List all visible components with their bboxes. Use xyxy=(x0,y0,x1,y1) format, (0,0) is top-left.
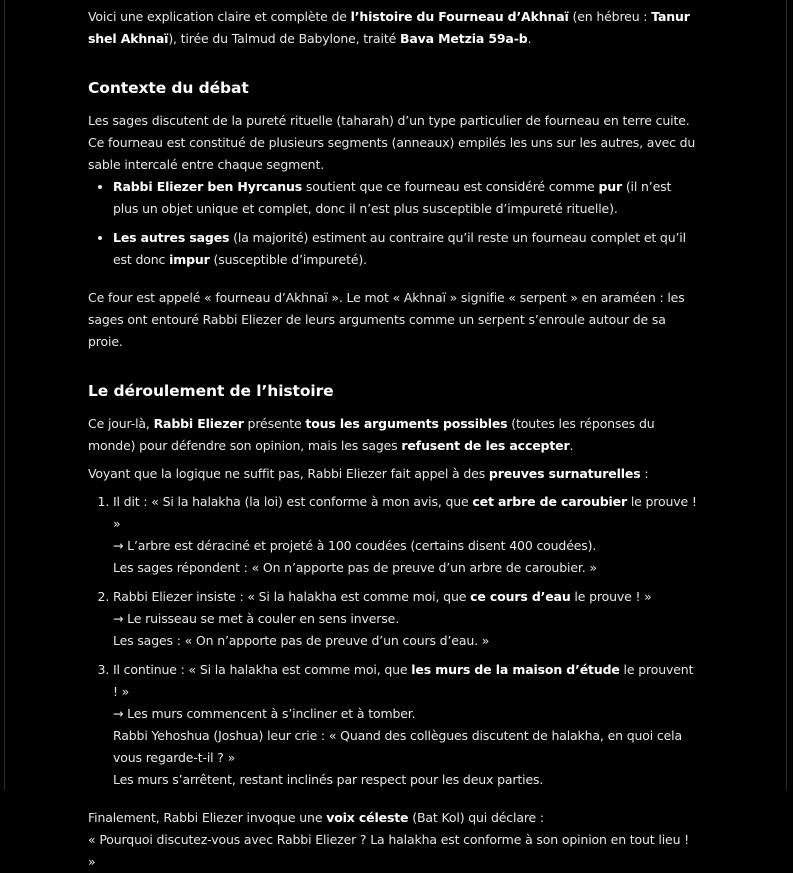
proofs-intro-paragraph xyxy=(88,463,700,485)
bullet-text: (susceptible d’impureté). xyxy=(209,252,367,267)
intro-bold-title: l’histoire du Fourneau d’Akhnaï xyxy=(350,9,569,24)
intro-bold-source: Bava Metzia 59a-b xyxy=(400,31,528,46)
list-item xyxy=(113,176,700,220)
story-text: : xyxy=(640,466,649,481)
story-paragraph xyxy=(88,413,700,457)
bullet-bold: impur xyxy=(169,252,210,267)
intro-paragraph xyxy=(88,6,700,50)
list-item xyxy=(113,227,700,271)
item-line: Les sages : « On n’apporte pas de preuve d’un cours d’eau. » xyxy=(113,633,490,648)
intro-text: . xyxy=(527,31,532,46)
story-text: . xyxy=(569,438,574,453)
item-bold: cet arbre de caroubier xyxy=(472,494,627,509)
item-line: → L’arbre est déraciné et projeté à 100 coudées (certains disent 400 coudées). xyxy=(113,538,597,553)
bullet-text: (il n’est plus un objet unique et complet, donc il n’est plus susceptible d’impureté rituelle). xyxy=(113,179,672,216)
bullet-bold: pur xyxy=(598,179,622,194)
story-bold: Rabbi Eliezer xyxy=(153,416,244,431)
bullet-text: (la majorité) estiment au contraire qu’il reste un fourneau complet et qu’il est donc xyxy=(113,230,686,267)
item-text: Il continue : « Si la halakha est comme moi, que xyxy=(113,662,412,677)
item-text: le prouve ! » xyxy=(570,589,652,604)
heading-context: Contexte du débat xyxy=(88,79,249,97)
item-text: le prouve ! » xyxy=(113,494,697,531)
assistant-message xyxy=(88,6,700,873)
story-text: Ce jour-là, xyxy=(88,416,154,431)
item-text: Rabbi Eliezer insiste : « Si la halakha est comme moi, que xyxy=(113,589,471,604)
final-paragraph xyxy=(88,807,700,873)
intro-bold-hebrew: Tanur shel Akhnaï xyxy=(88,9,690,46)
story-text: (toutes les réponses du monde) pour défendre son opinion, mais les sages xyxy=(88,416,655,453)
context-paragraph: Les sages discutent de la pureté rituelle (taharah) d’un type particulier de fourneau en terre cuite. Ce fourneau est constitué de plusieurs segments (anneaux) empilés les uns sur les autres, avec du sable intercalé entre chaque segment. xyxy=(88,113,696,172)
proofs-numbered-list xyxy=(88,491,700,791)
akhnai-paragraph: Ce four est appelé « fourneau d’Akhnaï ». Le mot « Akhnaï » signifie « serpent » en araméen : les sages ont entouré Rabbi Eliezer de leurs arguments comme un serpent s’enroule autour de sa proie. xyxy=(88,290,685,349)
bullet-text: soutient que ce fourneau est considéré comme xyxy=(302,179,599,194)
intro-text: (en hébreu : xyxy=(568,9,652,24)
final-bold: voix céleste xyxy=(326,810,409,825)
list-item xyxy=(113,491,700,579)
bullet-bold: Rabbi Eliezer ben Hyrcanus xyxy=(113,179,303,194)
item-line: Les sages répondent : « On n’apporte pas de preuve d’un arbre de caroubier. » xyxy=(113,560,597,575)
context-bullet-list xyxy=(88,176,700,271)
story-bold: refusent de les accepter xyxy=(401,438,570,453)
final-text: (Bat Kol) qui déclare : xyxy=(408,810,544,825)
list-item xyxy=(113,586,700,652)
story-bold: tous les arguments possibles xyxy=(305,416,508,431)
final-text: Finalement, Rabbi Eliezer invoque une xyxy=(88,810,327,825)
final-quote: « Pourquoi discutez-vous avec Rabbi Eliezer ? La halakha est conforme à son opinion en tout lieu ! » xyxy=(88,832,690,869)
list-item xyxy=(113,659,700,791)
story-bold: preuves surnaturelles xyxy=(488,466,641,481)
intro-text: Voici une explication claire et complète de xyxy=(88,9,351,24)
story-text: présente xyxy=(243,416,306,431)
item-text: le prouvent ! » xyxy=(113,662,694,699)
heading-story: Le déroulement de l’histoire xyxy=(88,382,334,400)
item-text: Il dit : « Si la halakha (la loi) est conforme à mon avis, que xyxy=(113,494,473,509)
item-line: Rabbi Yehoshua (Joshua) leur crie : « Quand des collègues discutent de halakha, en quoi cela vous regarde-t-il ? » xyxy=(113,728,683,765)
item-bold: ce cours d’eau xyxy=(470,589,571,604)
intro-text: ), tirée du Talmud de Babylone, traité xyxy=(168,31,400,46)
item-line: → Les murs commencent à s’incliner et à tomber. xyxy=(113,706,416,721)
item-line: → Le ruisseau se met à couler en sens inverse. xyxy=(113,611,400,626)
item-line: Les murs s’arrêtent, restant inclinés par respect pour les deux parties. xyxy=(113,772,544,787)
story-text: Voyant que la logique ne suffit pas, Rabbi Eliezer fait appel à des xyxy=(88,466,489,481)
item-bold: les murs de la maison d’étude xyxy=(411,662,620,677)
bullet-bold: Les autres sages xyxy=(113,230,230,245)
